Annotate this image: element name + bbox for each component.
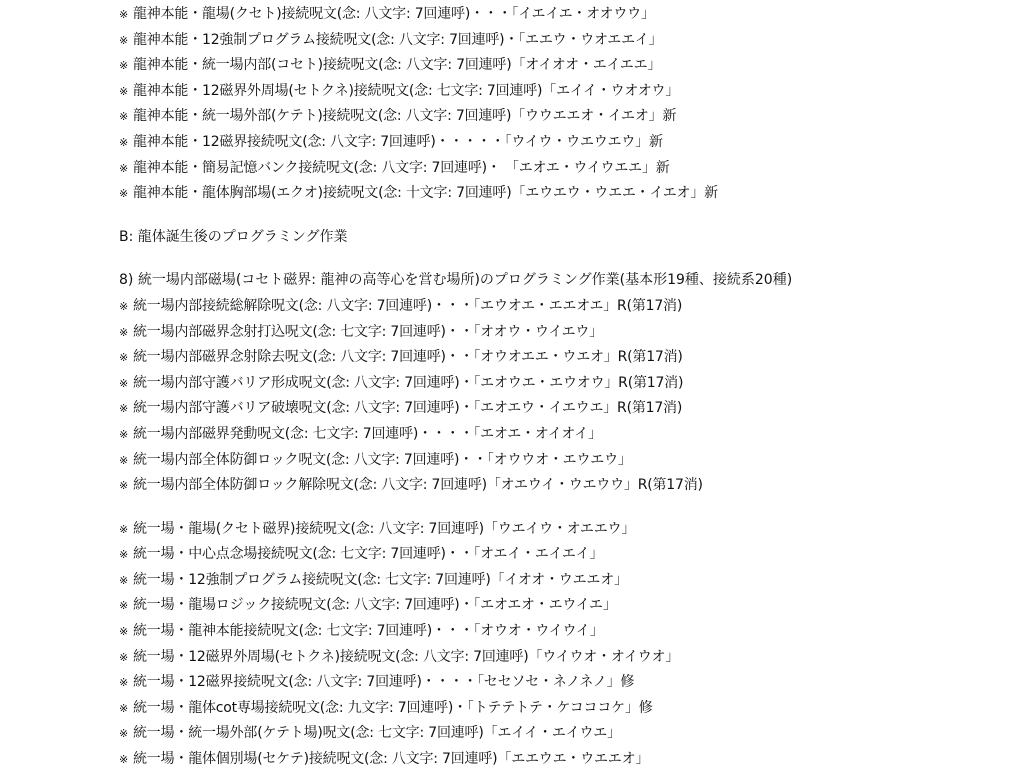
section-8-heading: 8) 統一場内部磁場(コセト磁界: 龍神の高等心を営む場所)のプログラミング作業(基本形19種、接続系20種) (119, 272, 793, 289)
reference-mark: ※ (119, 187, 129, 201)
document-body (119, 2, 1009, 773)
list-item: ※ 統一場内部守護バリア破壊呪文(念: 八文字: 7回連呼)・「エオエウ・イエウエ」R(第17消) (119, 396, 1009, 422)
reference-mark: ※ (119, 479, 129, 493)
list-item: ※ 龍神本能・簡易記憶バンク接続呪文(念: 八文字: 7回連呼)・ 「エオエ・ウイウエエ」新 (119, 156, 1009, 182)
incantation-list-c (119, 517, 1009, 773)
list-item: ※ 統一場内部全体防御ロック呪文(念: 八文字: 7回連呼)・・「オウウオ・エウエウ」 (119, 448, 1009, 474)
list-item: ※ 統一場・龍場ロジック接続呪文(念: 八文字: 7回連呼)・「エオエオ・エウイエ」 (119, 593, 1009, 619)
reference-mark: ※ (119, 325, 129, 339)
reference-mark: ※ (119, 161, 129, 175)
incantation-list-b (119, 294, 1009, 499)
list-item: ※ 龍神本能・龍体胸部場(エクオ)接続呪文(念: 十文字: 7回連呼)「エウエウ・ウエエ・イエオ」新 (119, 181, 1009, 207)
list-item: ※ 統一場内部磁界念射除去呪文(念: 八文字: 7回連呼)・・「オウオエエ・ウエオ」R(第17消) (119, 345, 1009, 371)
reference-mark: ※ (119, 8, 129, 21)
list-item: ※ 統一場・中心点念場接続呪文(念: 七文字: 7回連呼)・・「オエイ・エイエイ」 (119, 542, 1009, 568)
reference-mark: ※ (119, 727, 129, 741)
reference-mark: ※ (119, 453, 129, 467)
spacer (119, 499, 1009, 517)
reference-mark: ※ (119, 33, 129, 47)
list-item: ※ 龍神本能・12磁界接続呪文(念: 八文字: 7回連呼)・・・・・「ウイウ・ウエウエウ」新 (119, 130, 1009, 156)
list-item: ※ 統一場・龍体個別場(セケテ)接続呪文(念: 八文字: 7回連呼)「エエウエ・ウエエオ」 (119, 747, 1009, 773)
reference-mark: ※ (119, 351, 129, 365)
reference-mark: ※ (119, 548, 129, 562)
list-item: ※ 統一場・12磁界接続呪文(念: 八文字: 7回連呼)・・・・「セセソセ・ネノネノ」修 (119, 670, 1009, 696)
reference-mark: ※ (119, 573, 129, 587)
reference-mark: ※ (119, 522, 129, 536)
list-item: ※ 龍神本能・龍場(クセト)接続呪文(念: 八文字: 7回連呼)・・・「イエイエ・オオウウ」 (119, 2, 1009, 28)
incantation-list-a (119, 2, 1009, 207)
reference-mark: ※ (119, 625, 129, 639)
section-b-heading: B: 龍体誕生後のプログラミング作業 (119, 228, 348, 245)
reference-mark: ※ (119, 701, 129, 715)
reference-mark: ※ (119, 376, 129, 390)
list-item: ※ 龍神本能・統一場内部(コセト)接続呪文(念: 八文字: 7回連呼)「オイオオ・エイエエ」 (119, 53, 1009, 79)
list-item: ※ 龍神本能・12磁界外周場(セトクネ)接続呪文(念: 七文字: 7回連呼)「エイイ・ウオオウ」 (119, 79, 1009, 105)
list-item: ※ 統一場・12強制プログラム接続呪文(念: 七文字: 7回連呼)「イオオ・ウエエオ」 (119, 568, 1009, 594)
reference-mark: ※ (119, 110, 129, 124)
reference-mark: ※ (119, 599, 129, 613)
list-item: ※ 龍神本能・統一場外部(ケテト)接続呪文(念: 八文字: 7回連呼)「ウウエエオ・イエオ」新 (119, 104, 1009, 130)
list-item: ※ 統一場・12磁界外周場(セトクネ)接続呪文(念: 八文字: 7回連呼)「ウイウオ・オイウオ」 (119, 645, 1009, 671)
reference-mark: ※ (119, 59, 129, 73)
reference-mark: ※ (119, 135, 129, 149)
reference-mark: ※ (119, 676, 129, 690)
reference-mark: ※ (119, 650, 129, 664)
list-item: ※ 統一場内部磁界発動呪文(念: 七文字: 7回連呼)・・・・「エオエ・オイオイ」 (119, 422, 1009, 448)
reference-mark: ※ (119, 84, 129, 98)
list-item: ※ 統一場内部磁界念射打込呪文(念: 七文字: 7回連呼)・・「オオウ・ウイエウ」 (119, 320, 1009, 346)
list-item: ※ 統一場・龍場(クセト磁界)接続呪文(念: 八文字: 7回連呼)「ウエイウ・オエエウ」 (119, 517, 1009, 543)
reference-mark: ※ (119, 402, 129, 416)
list-item: ※ 統一場内部全体防御ロック解除呪文(念: 八文字: 7回連呼)「オエウイ・ウエウウ」R(第17消) (119, 473, 1009, 499)
reference-mark: ※ (119, 427, 129, 441)
spacer (119, 250, 1009, 268)
spacer (119, 207, 1009, 225)
list-item: ※ 龍神本能・12強制プログラム接続呪文(念: 八文字: 7回連呼)・「エエウ・ウオエエイ」 (119, 28, 1009, 54)
list-item: ※ 統一場・龍体cot専場接続呪文(念: 九文字: 7回連呼)・「トテテトテ・ケコココケ」修 (119, 696, 1009, 722)
reference-mark: ※ (119, 753, 129, 767)
list-item: ※ 統一場内部接続総解除呪文(念: 八文字: 7回連呼)・・・「エウオエ・エエオエ」R(第17消) (119, 294, 1009, 320)
list-item: ※ 統一場・龍神本能接続呪文(念: 七文字: 7回連呼)・・・「オウオ・ウイウイ」 (119, 619, 1009, 645)
reference-mark: ※ (119, 299, 129, 313)
list-item: ※ 統一場・統一場外部(ケテト場)呪文(念: 七文字: 7回連呼)「エイイ・エイウエ」 (119, 721, 1009, 747)
list-item: ※ 統一場内部守護バリア形成呪文(念: 八文字: 7回連呼)・「エオウエ・エウオウ」R(第17消) (119, 371, 1009, 397)
